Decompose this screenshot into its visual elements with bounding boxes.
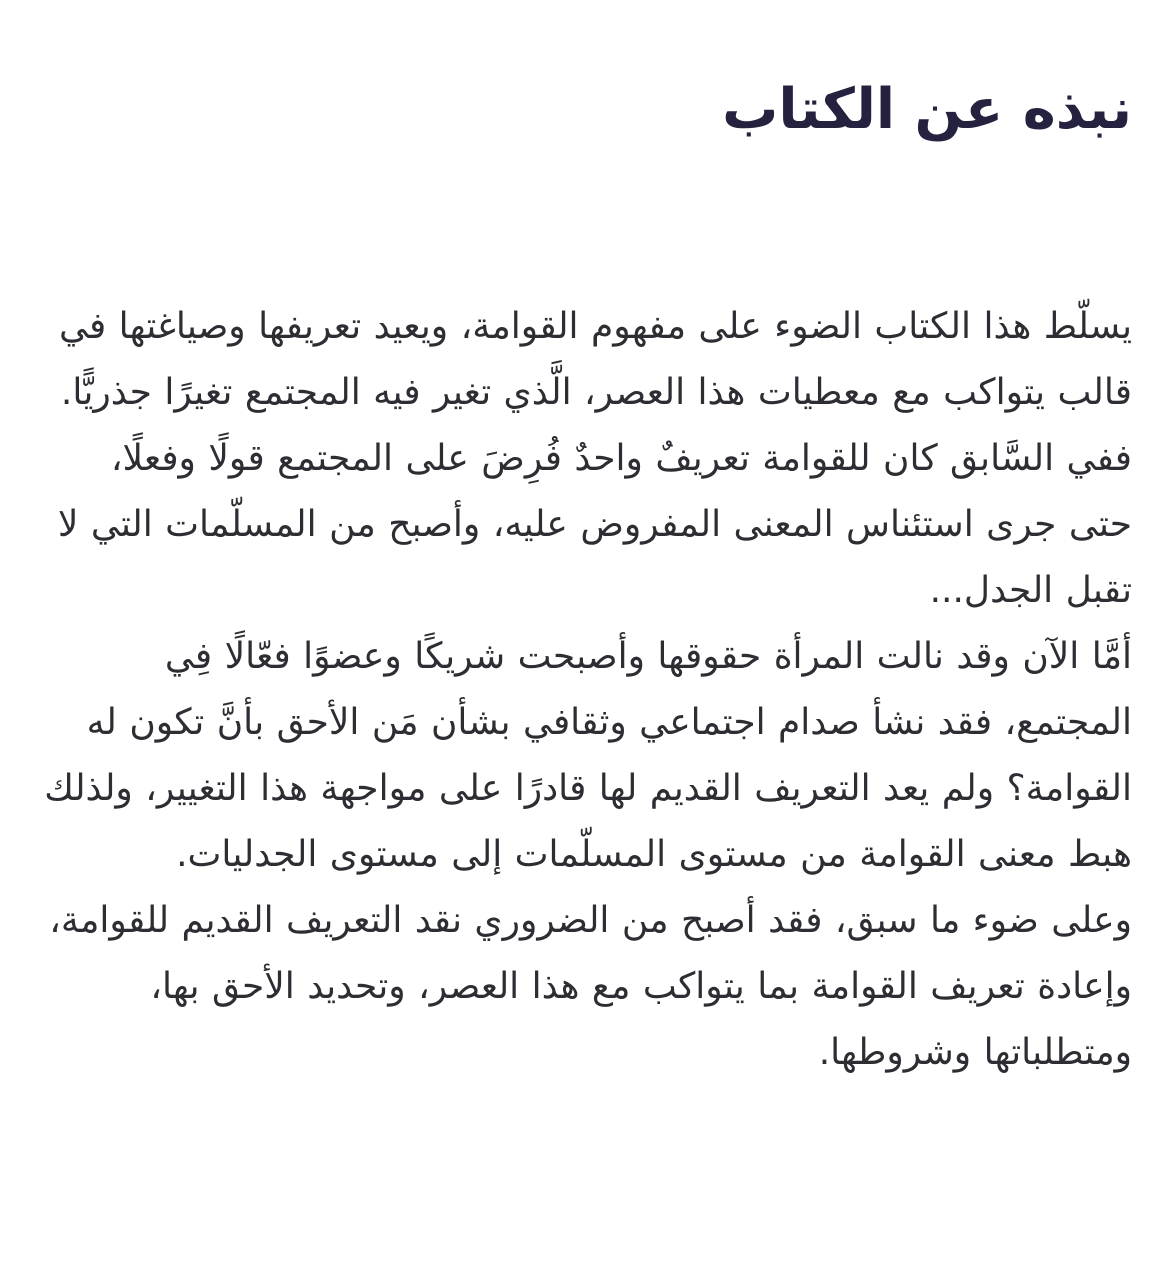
book-description — [44, 294, 1132, 1086]
section-title: نبذه عن الكتاب — [722, 77, 1132, 142]
description-paragraph-1: يسلّط هذا الكتاب الضوء على مفهوم القوامة، ويعيد تعريفها وصياغتها في قالب يتواكب مع معطيات هذا العصر، الَّذي تغير فيه المجتمع تغيرًا جذريًّا. ففي السَّابق كان للقوامة تعريفٌ واحدٌ فُرِضَ على المجتمع قولًا وفعلًا، حتى جرى استئناس المعنى المفروض عليه، وأصبح من المسلّمات التي لا تقبل الجدل... — [57, 306, 1132, 611]
description-paragraph-2: أمَّا الآن وقد نالت المرأة حقوقها وأصبحت شريكًا وعضوًا فعّالًا فِي المجتمع، فقد نشأ صدام اجتماعي وثقافي بشأن مَن الأحق بأنَّ تكون له القوامة؟ ولم يعد التعريف القديم لها قادرًا على مواجهة هذا التغيير، ولذلك هبط معنى القوامة من مستوى المسلّمات إلى مستوى الجدليات. — [44, 636, 1132, 875]
description-paragraph-3: وعلى ضوء ما سبق، فقد أصبح من الضروري نقد التعريف القديم للقوامة، وإعادة تعريف القوامة بما يتواكب مع هذا العصر، وتحديد الأحق بها، ومتطلباتها وشروطها. — [49, 900, 1132, 1073]
